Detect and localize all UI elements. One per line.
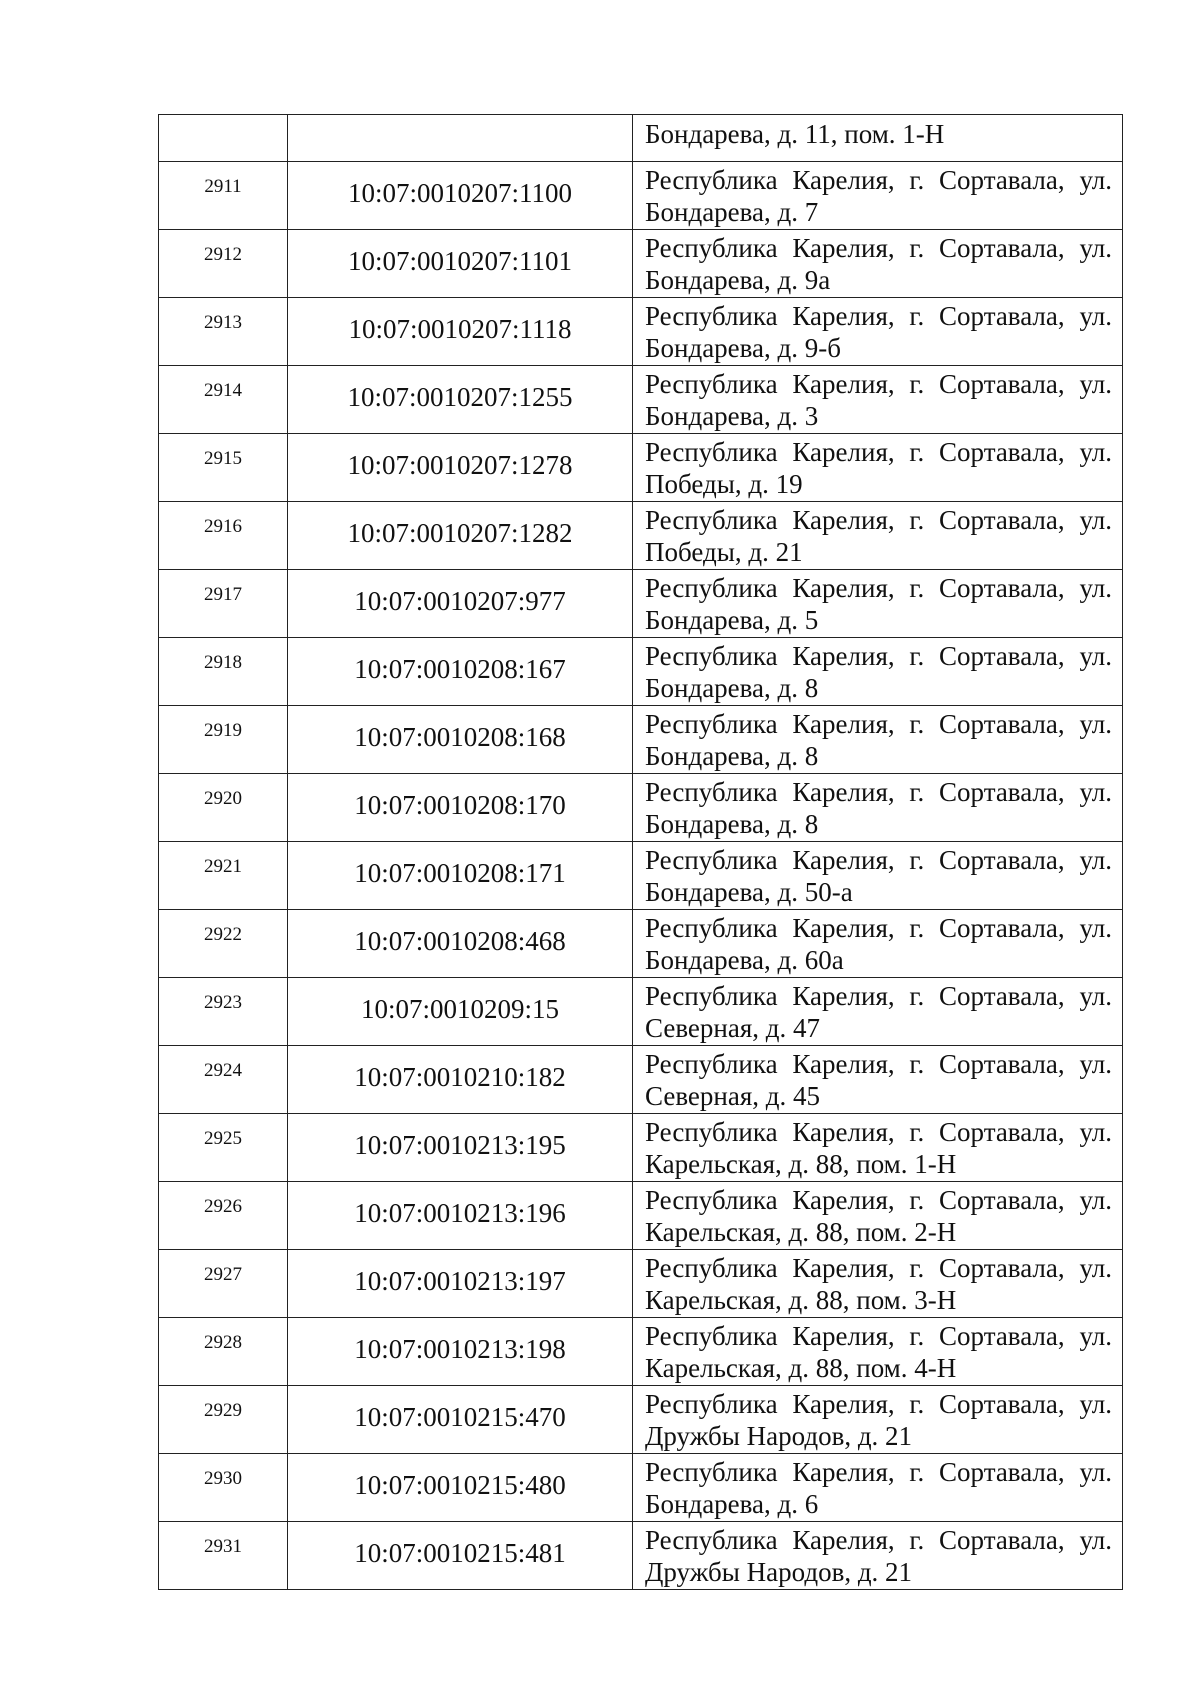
cadastral-number — [288, 115, 632, 131]
address-cell — [633, 842, 1123, 910]
address-line-2: Бондарева, д. 5 — [645, 605, 819, 635]
table-row — [159, 434, 1123, 502]
cadastral-number-cell — [288, 502, 633, 570]
cadastral-number-cell — [288, 298, 633, 366]
row-number: 2922 — [204, 924, 242, 945]
table-row — [159, 842, 1123, 910]
cadastral-number-cell — [288, 774, 633, 842]
table-row-continuation — [159, 115, 1123, 162]
cadastral-number: 10:07:0010207:1101 — [347, 246, 572, 276]
address-line-1: Республика Карелия, г. Сортавала, ул. — [645, 913, 1112, 943]
address-cell — [633, 1318, 1123, 1386]
address-cell — [633, 434, 1123, 502]
address-line-1: Республика Карелия, г. Сортавала, ул. — [645, 1389, 1112, 1419]
table-row — [159, 230, 1123, 298]
address-line-2: Карельская, д. 88, пом. 4-Н — [645, 1353, 957, 1383]
address-line-1: Республика Карелия, г. Сортавала, ул. — [645, 1321, 1112, 1351]
cadastral-number-cell — [288, 1454, 633, 1522]
cadastral-number-cell — [288, 230, 633, 298]
cadastral-number-cell — [288, 115, 633, 162]
row-number — [159, 115, 287, 129]
address-line-2: Карельская, д. 88, пом. 1-Н — [645, 1149, 957, 1179]
table-row — [159, 1182, 1123, 1250]
address-line-2: Карельская, д. 88, пом. 3-Н — [645, 1285, 957, 1315]
cadastral-number: 10:07:0010215:480 — [354, 1470, 566, 1500]
address-line-1: Республика Карелия, г. Сортавала, ул. — [645, 301, 1112, 331]
table-row — [159, 706, 1123, 774]
address-cell — [633, 1250, 1123, 1318]
cadastral-number: 10:07:0010215:481 — [354, 1538, 566, 1568]
address-line-1: Республика Карелия, г. Сортавала, ул. — [645, 1117, 1112, 1147]
address-line-2: Бондарева, д. 60а — [645, 945, 844, 975]
row-number: 2914 — [204, 380, 242, 401]
table-row — [159, 162, 1123, 230]
row-number-cell — [159, 1114, 288, 1182]
address-line-2: Карельская, д. 88, пом. 2-Н — [645, 1217, 957, 1247]
address-cell — [633, 1114, 1123, 1182]
cadastral-number-cell — [288, 434, 633, 502]
cadastral-number-cell — [288, 1250, 633, 1318]
row-number: 2930 — [204, 1468, 242, 1489]
address-line-2: Бондарева, д. 9-б — [645, 333, 842, 363]
table-row — [159, 1522, 1123, 1590]
cadastral-number-cell — [288, 706, 633, 774]
address-line-2: Бондарева, д. 9а — [645, 265, 831, 295]
row-number-cell — [159, 502, 288, 570]
table-row — [159, 1318, 1123, 1386]
address-line-1: Республика Карелия, г. Сортавала, ул. — [645, 573, 1112, 603]
address-cell — [633, 230, 1123, 298]
address-line-1: Республика Карелия, г. Сортавала, ул. — [645, 845, 1112, 875]
row-number: 2929 — [204, 1400, 242, 1421]
row-number-cell — [159, 162, 288, 230]
row-number-cell — [159, 842, 288, 910]
cadastral-number: 10:07:0010207:1278 — [347, 450, 573, 480]
address-cell — [633, 1454, 1123, 1522]
row-number-cell — [159, 1182, 288, 1250]
table-row — [159, 774, 1123, 842]
row-number: 2921 — [204, 856, 242, 877]
address-line-1: Республика Карелия, г. Сортавала, ул. — [645, 1525, 1112, 1555]
address-line-2: Дружбы Народов, д. 21 — [645, 1557, 913, 1587]
table-row — [159, 298, 1123, 366]
row-number: 2911 — [204, 176, 242, 197]
address-cell — [633, 706, 1123, 774]
cadastral-number-cell — [288, 978, 633, 1046]
row-number: 2925 — [204, 1128, 242, 1149]
row-number-cell — [159, 115, 288, 162]
address-cell — [633, 1182, 1123, 1250]
address-line-2: Победы, д. 19 — [645, 469, 803, 499]
cadastral-number: 10:07:0010210:182 — [354, 1062, 566, 1092]
cadastral-number: 10:07:0010208:468 — [354, 926, 566, 956]
cadastral-number: 10:07:0010213:198 — [354, 1334, 566, 1364]
table-row — [159, 1114, 1123, 1182]
address-line-2: Бондарева, д. 11, пом. 1-Н — [645, 119, 945, 149]
table-row — [159, 1046, 1123, 1114]
row-number: 2918 — [204, 652, 242, 673]
row-number: 2913 — [204, 312, 242, 333]
address-cell — [633, 298, 1123, 366]
address-cell — [633, 502, 1123, 570]
address-cell — [633, 910, 1123, 978]
address-line-1: Республика Карелия, г. Сортавала, ул. — [645, 1185, 1112, 1215]
row-number: 2912 — [204, 244, 242, 265]
cadastral-number: 10:07:0010207:1118 — [348, 314, 572, 344]
row-number: 2915 — [204, 448, 242, 469]
address-cell — [633, 1046, 1123, 1114]
address-cell — [633, 570, 1123, 638]
cadastral-number: 10:07:0010213:196 — [354, 1198, 566, 1228]
address-line-2: Бондарева, д. 8 — [645, 673, 819, 703]
cadastral-number-cell — [288, 1318, 633, 1386]
cadastral-number: 10:07:0010215:470 — [354, 1402, 566, 1432]
row-number-cell — [159, 638, 288, 706]
address-line-1: Республика Карелия, г. Сортавала, ул. — [645, 1457, 1112, 1487]
table-row — [159, 502, 1123, 570]
cadastral-number: 10:07:0010213:195 — [354, 1130, 566, 1160]
row-number-cell — [159, 1046, 288, 1114]
address-line-2: Дружбы Народов, д. 21 — [645, 1421, 913, 1451]
address-cell — [633, 115, 1123, 162]
table-row — [159, 638, 1123, 706]
cadastral-number: 10:07:0010208:170 — [354, 790, 566, 820]
address-line-1: Республика Карелия, г. Сортавала, ул. — [645, 1253, 1112, 1283]
table-row — [159, 910, 1123, 978]
row-number-cell — [159, 434, 288, 502]
table-row — [159, 1386, 1123, 1454]
row-number-cell — [159, 1454, 288, 1522]
row-number-cell — [159, 978, 288, 1046]
cadastral-number-cell — [288, 1046, 633, 1114]
address-line-1: Республика Карелия, г. Сортавала, ул. — [645, 437, 1112, 467]
address-line-1: Республика Карелия, г. Сортавала, ул. — [645, 505, 1112, 535]
table-row — [159, 1250, 1123, 1318]
cadastral-number: 10:07:0010208:171 — [354, 858, 566, 888]
cadastral-number-cell — [288, 638, 633, 706]
address-cell — [633, 366, 1123, 434]
cadastral-number-cell — [288, 1522, 633, 1590]
property-table-body — [159, 115, 1123, 1590]
cadastral-number-cell — [288, 1182, 633, 1250]
cadastral-number-cell — [288, 910, 633, 978]
address-line-2: Бондарева, д. 6 — [645, 1489, 819, 1519]
row-number: 2917 — [204, 584, 242, 605]
row-number: 2920 — [204, 788, 242, 809]
address-line-2: Бондарева, д. 8 — [645, 809, 819, 839]
address-line-1: Республика Карелия, г. Сортавала, ул. — [645, 709, 1112, 739]
address-line-2: Победы, д. 21 — [645, 537, 803, 567]
row-number: 2923 — [204, 992, 242, 1013]
cadastral-number: 10:07:0010207:977 — [354, 586, 566, 616]
cadastral-number-cell — [288, 162, 633, 230]
address-line-2: Бондарева, д. 50-а — [645, 877, 853, 907]
address-line-2: Бондарева, д. 7 — [645, 197, 819, 227]
address-line-1: Республика Карелия, г. Сортавала, ул. — [645, 369, 1112, 399]
row-number-cell — [159, 910, 288, 978]
address-line-1: Республика Карелия, г. Сортавала, ул. — [645, 777, 1112, 807]
table-row — [159, 978, 1123, 1046]
row-number-cell — [159, 1318, 288, 1386]
cadastral-number: 10:07:0010207:1255 — [347, 382, 573, 412]
property-table — [158, 114, 1123, 1590]
cadastral-number: 10:07:0010208:168 — [354, 722, 566, 752]
cadastral-number: 10:07:0010207:1282 — [347, 518, 573, 548]
row-number: 2926 — [204, 1196, 242, 1217]
cadastral-number: 10:07:0010207:1100 — [347, 178, 572, 208]
cadastral-number-cell — [288, 1386, 633, 1454]
address-cell — [633, 774, 1123, 842]
cadastral-number: 10:07:0010213:197 — [354, 1266, 566, 1296]
table-row — [159, 570, 1123, 638]
row-number-cell — [159, 706, 288, 774]
row-number-cell — [159, 298, 288, 366]
row-number-cell — [159, 230, 288, 298]
address-line-1: Республика Карелия, г. Сортавала, ул. — [645, 233, 1112, 263]
address-line-2: Бондарева, д. 8 — [645, 741, 819, 771]
address-line-1: Республика Карелия, г. Сортавала, ул. — [645, 981, 1112, 1011]
cadastral-number-cell — [288, 570, 633, 638]
address-cell — [633, 978, 1123, 1046]
cadastral-number-cell — [288, 1114, 633, 1182]
row-number: 2928 — [204, 1332, 242, 1353]
address-line-1: Республика Карелия, г. Сортавала, ул. — [645, 641, 1112, 671]
address-line-2: Бондарева, д. 3 — [645, 401, 819, 431]
table-row — [159, 1454, 1123, 1522]
address-cell — [633, 638, 1123, 706]
row-number-cell — [159, 366, 288, 434]
row-number: 2931 — [204, 1536, 242, 1557]
address-line-1: Республика Карелия, г. Сортавала, ул. — [645, 1049, 1112, 1079]
cadastral-number: 10:07:0010209:15 — [360, 994, 559, 1024]
address-cell — [633, 1522, 1123, 1590]
row-number-cell — [159, 1522, 288, 1590]
row-number-cell — [159, 1386, 288, 1454]
row-number: 2927 — [204, 1264, 242, 1285]
cadastral-number-cell — [288, 366, 633, 434]
address-line-2: Северная, д. 47 — [645, 1013, 820, 1043]
row-number-cell — [159, 570, 288, 638]
cadastral-number: 10:07:0010208:167 — [354, 654, 566, 684]
address-line-1: Республика Карелия, г. Сортавала, ул. — [645, 165, 1112, 195]
row-number-cell — [159, 1250, 288, 1318]
cadastral-number-cell — [288, 842, 633, 910]
address-cell — [633, 1386, 1123, 1454]
address-cell — [633, 162, 1123, 230]
row-number: 2919 — [204, 720, 242, 741]
row-number: 2924 — [204, 1060, 242, 1081]
address-line-2: Северная, д. 45 — [645, 1081, 820, 1111]
table-row — [159, 366, 1123, 434]
row-number: 2916 — [204, 516, 242, 537]
row-number-cell — [159, 774, 288, 842]
